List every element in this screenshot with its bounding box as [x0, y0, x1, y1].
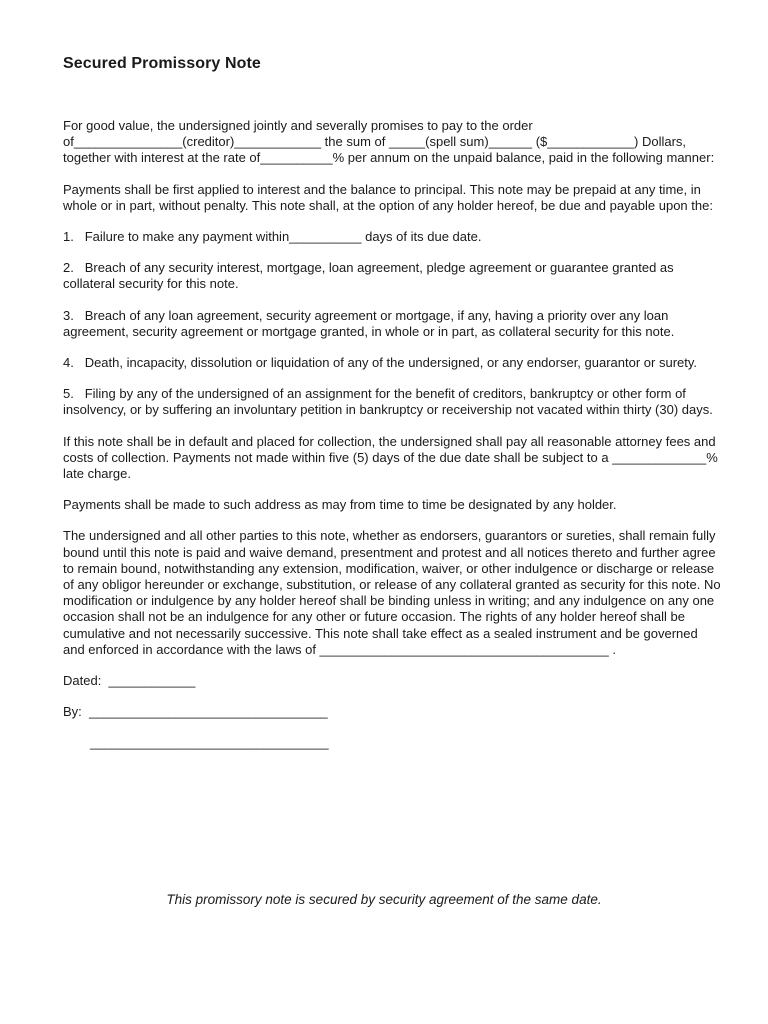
list-item: [63, 260, 723, 292]
second-signature-line: [63, 735, 723, 751]
default-text-end: % late charge.: [63, 449, 718, 482]
parties-paragraph: [63, 528, 723, 658]
item-number: 1.: [63, 229, 74, 245]
list-item: [63, 355, 723, 371]
late-charge-blank: _____________: [612, 449, 707, 465]
item-text: Filing by any of the undersigned of an assignment for the benefit of creditors, bankruptcy or other form of insolvency, or by suffering an involuntary petition in bankruptcy or receivership not vacated within thirty (30) days.: [63, 386, 713, 418]
item-text: Death, incapacity, dissolution or liquidation of any of the undersigned, or any endorser, guarantor or surety.: [84, 355, 698, 371]
footer-note: This promissory note is secured by security agreement of the same date.: [166, 892, 602, 907]
payments-paragraph: Payments shall be first applied to interest and the balance to principal. This note may be prepaid at any time, in whole or in part, without penalty. This note shall, at the option of any holder hereof, be due and payable upon the:: [63, 181, 713, 213]
creditor-field: _______________(creditor)____________: [73, 134, 322, 150]
intro-text-5: % per annum on the unpaid balance, paid in the following manner:: [332, 150, 715, 166]
intro-text-1: For good value, the undersigned jointly and severally promises to pay to the order of: [63, 118, 533, 150]
item-number: 4.: [63, 355, 74, 371]
default-paragraph: [63, 434, 723, 483]
dated-line: [63, 673, 723, 689]
list-item: [63, 229, 723, 245]
second-signature-blank: _________________________________: [90, 735, 329, 751]
intro-text-3: ($: [532, 134, 548, 150]
rate-field: __________: [260, 150, 333, 166]
amount-field: ____________: [547, 134, 635, 150]
item-number: 5.: [63, 386, 74, 402]
sum-field: _____(spell sum)______: [388, 134, 533, 150]
intro-paragraph: [63, 118, 723, 167]
item-number: 3.: [63, 307, 74, 323]
default-text: If this note shall be in default and placed for collection, the undersigned shall pay all reasonable attorney fees and costs of collection. Payments not made within five (5) days of the due date shall be subject to a: [63, 433, 716, 465]
list-item: [63, 308, 723, 340]
parties-text-end: .: [608, 641, 616, 657]
document-body: [63, 118, 723, 767]
by-line: [63, 704, 723, 720]
dated-label: Dated:: [63, 673, 102, 689]
item-text: Breach of any loan agreement, security agreement or mortgage, if any, having a priority over any loan agreement, security agreement or mortgage granted, in whole or in part, as collateral security for this note.: [63, 307, 675, 339]
intro-text-4: ) Dollars, together with interest at the rate of: [63, 134, 687, 166]
by-label: By:: [63, 704, 82, 720]
parties-text: The undersigned and all other parties to this note, whether as endorsers, guarantors or sureties, shall remain fully bound until this note is paid and waive demand, presentment and protest and all notices thereto and further agree to remain bound, notwithstanding any extension, modification, waiver, or other indulgence or discharge or release of any obligor hereunder or exchange, substitution, or release of any collateral granted as security for this note. No modification or indulgence by any holder hereof shall be binding unless in writing; and any indulgence on any one occasion shall not be an indulgence for any other or future occasion. The rights of any holder hereof shall be cumulative and not necessarily successive. This note shall take effect as a sealed instrument and be governed and enforced in accordance with the laws of: [63, 528, 721, 657]
item-number: 2.: [63, 260, 74, 276]
governing-law-blank: ________________________________________: [319, 641, 609, 657]
list-item: [63, 386, 723, 418]
item-text-end: days of its due date.: [361, 229, 482, 245]
address-paragraph: Payments shall be made to such address as may from time to time be designated by any holder.: [63, 497, 617, 513]
item-blank: __________: [289, 229, 362, 245]
intro-text-2: the sum of: [321, 134, 389, 150]
item-text: Failure to make any payment within: [84, 229, 290, 245]
by-signature-blank: _________________________________: [89, 704, 328, 720]
item-text: Breach of any security interest, mortgage, loan agreement, pledge agreement or guarantee granted as collateral security for this note.: [63, 260, 674, 292]
document-title: Secured Promissory Note: [63, 55, 261, 72]
dated-blank: ____________: [108, 673, 196, 689]
